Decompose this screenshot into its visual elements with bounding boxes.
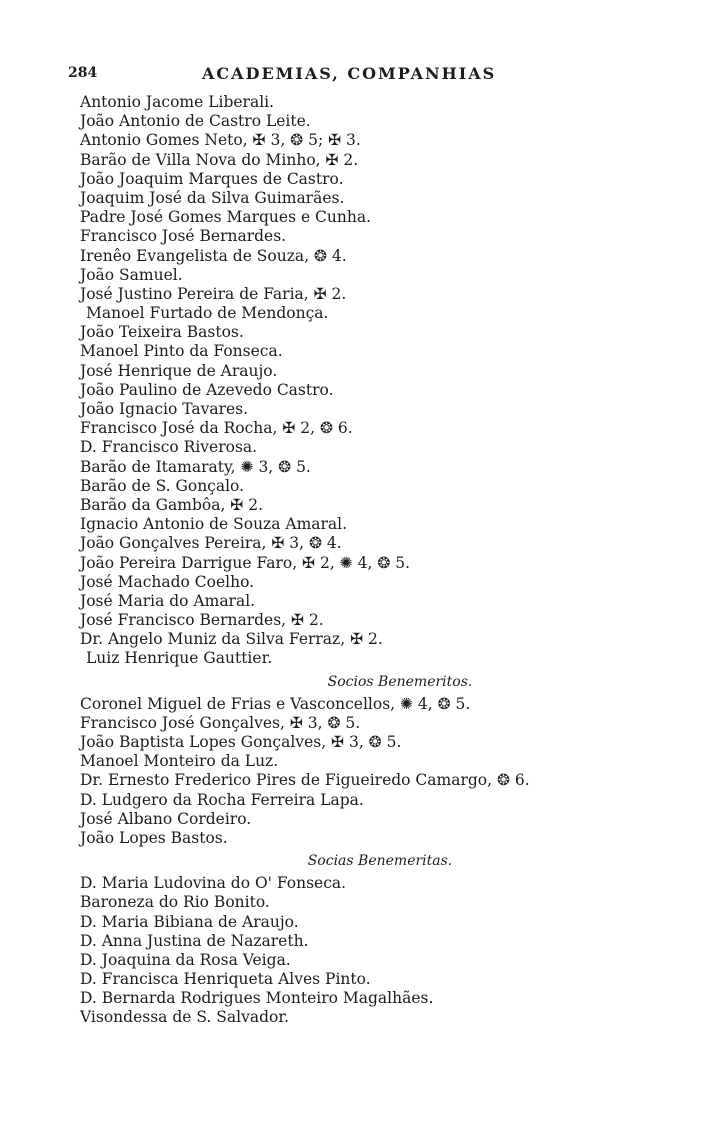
- list-item: José Maria do Amaral.: [80, 591, 256, 610]
- list-item: João Antonio de Castro Leite.: [80, 112, 311, 131]
- list-item: Francisco José Gonçalves, ✠ 3, ❂ 5.: [80, 713, 361, 732]
- list-item: Barão de Itamaraty, ✺ 3, ❂ 5.: [80, 457, 311, 476]
- list-item: Visondessa de S. Salvador.: [80, 1008, 289, 1027]
- list-item: José Francisco Bernardes, ✠ 2.: [80, 611, 324, 630]
- list-item: José Justino Pereira de Faria, ✠ 2.: [80, 284, 347, 303]
- section-title-socios: Socios Benemeritos.: [327, 673, 473, 690]
- list-item: Joaquim José da Silva Guimarães.: [80, 188, 345, 207]
- list-item: Antonio Gomes Neto, ✠ 3, ❂ 5; ✠ 3.: [80, 131, 361, 150]
- list-item: Baroneza do Rio Bonito.: [80, 893, 270, 912]
- list-item: Antonio Jacome Liberali.: [80, 93, 275, 111]
- list-item: Irenêo Evangelista de Souza, ❂ 4.: [80, 246, 347, 265]
- running-head: ACADEMIAS, COMPANHIAS: [202, 64, 497, 83]
- list-item: João Baptista Lopes Gonçalves, ✠ 3, ❂ 5.: [80, 733, 402, 751]
- page-number: 284: [68, 65, 98, 81]
- list-item: Barão de S. Gonçalo.: [80, 476, 245, 495]
- list-item: José Machado Coelho.: [80, 572, 255, 591]
- list-item: Ignacio Antonio de Souza Amaral.: [80, 515, 348, 534]
- list-item: D. Ludgero da Rocha Ferreira Lapa.: [80, 790, 364, 809]
- list-item: José Albano Cordeiro.: [80, 809, 252, 828]
- page-header: [68, 62, 588, 88]
- list-item: Manoel Furtado de Mendonça.: [86, 304, 329, 323]
- list-item: Dr. Ernesto Frederico Pires de Figueiredo Camargo, ❂ 6.: [80, 771, 530, 790]
- list-item: João Paulino de Azevedo Castro.: [80, 380, 334, 399]
- list-item: João Gonçalves Pereira, ✠ 3, ❂ 4.: [80, 534, 342, 553]
- list-item: Dr. Angelo Muniz da Silva Ferraz, ✠ 2.: [80, 630, 383, 649]
- list-item: Francisco José Bernardes.: [80, 227, 287, 246]
- section-title-socias: Socias Benemeritas.: [307, 853, 453, 870]
- list-item: Coronel Miguel de Frias e Vasconcellos, ✺ 4, ❂ 5.: [80, 694, 471, 713]
- list-item: João Pereira Darrigue Faro, ✠ 2, ✺ 4, ❂ 5.: [80, 553, 411, 572]
- list-item: Barão de Villa Nova do Minho, ✠ 2.: [80, 150, 359, 169]
- list-item: D. Francisca Henriqueta Alves Pinto.: [80, 970, 371, 989]
- list-item: Francisco José da Rocha, ✠ 2, ❂ 6.: [80, 419, 353, 438]
- list-item: Manoel Monteiro da Luz.: [80, 752, 279, 771]
- member-list: [80, 93, 680, 1028]
- list-item: Manoel Pinto da Fonseca.: [80, 342, 283, 361]
- list-item: João Teixeira Bastos.: [80, 323, 244, 342]
- list-item: D. Joaquina da Rosa Veiga.: [80, 950, 291, 969]
- list-item: Luiz Henrique Gauttier.: [86, 649, 273, 668]
- list-item: D. Maria Ludovina do O' Fonseca.: [80, 874, 347, 893]
- list-item: D. Anna Justina de Nazareth.: [80, 931, 309, 950]
- list-item: Barão da Gambôa, ✠ 2.: [80, 495, 264, 514]
- list-item: José Henrique de Araujo.: [80, 361, 278, 380]
- list-item: D. Francisco Riverosa.: [80, 438, 258, 457]
- list-item: João Ignacio Tavares.: [80, 400, 249, 418]
- list-item: Padre José Gomes Marques e Cunha.: [80, 208, 372, 227]
- list-item: João Lopes Bastos.: [80, 828, 228, 847]
- list-item: D. Maria Bibiana de Araujo.: [80, 912, 299, 931]
- list-item: João Samuel.: [80, 265, 183, 284]
- list-item: João Joaquim Marques de Castro.: [80, 169, 344, 188]
- list-item: D. Bernarda Rodrigues Monteiro Magalhães.: [80, 989, 434, 1008]
